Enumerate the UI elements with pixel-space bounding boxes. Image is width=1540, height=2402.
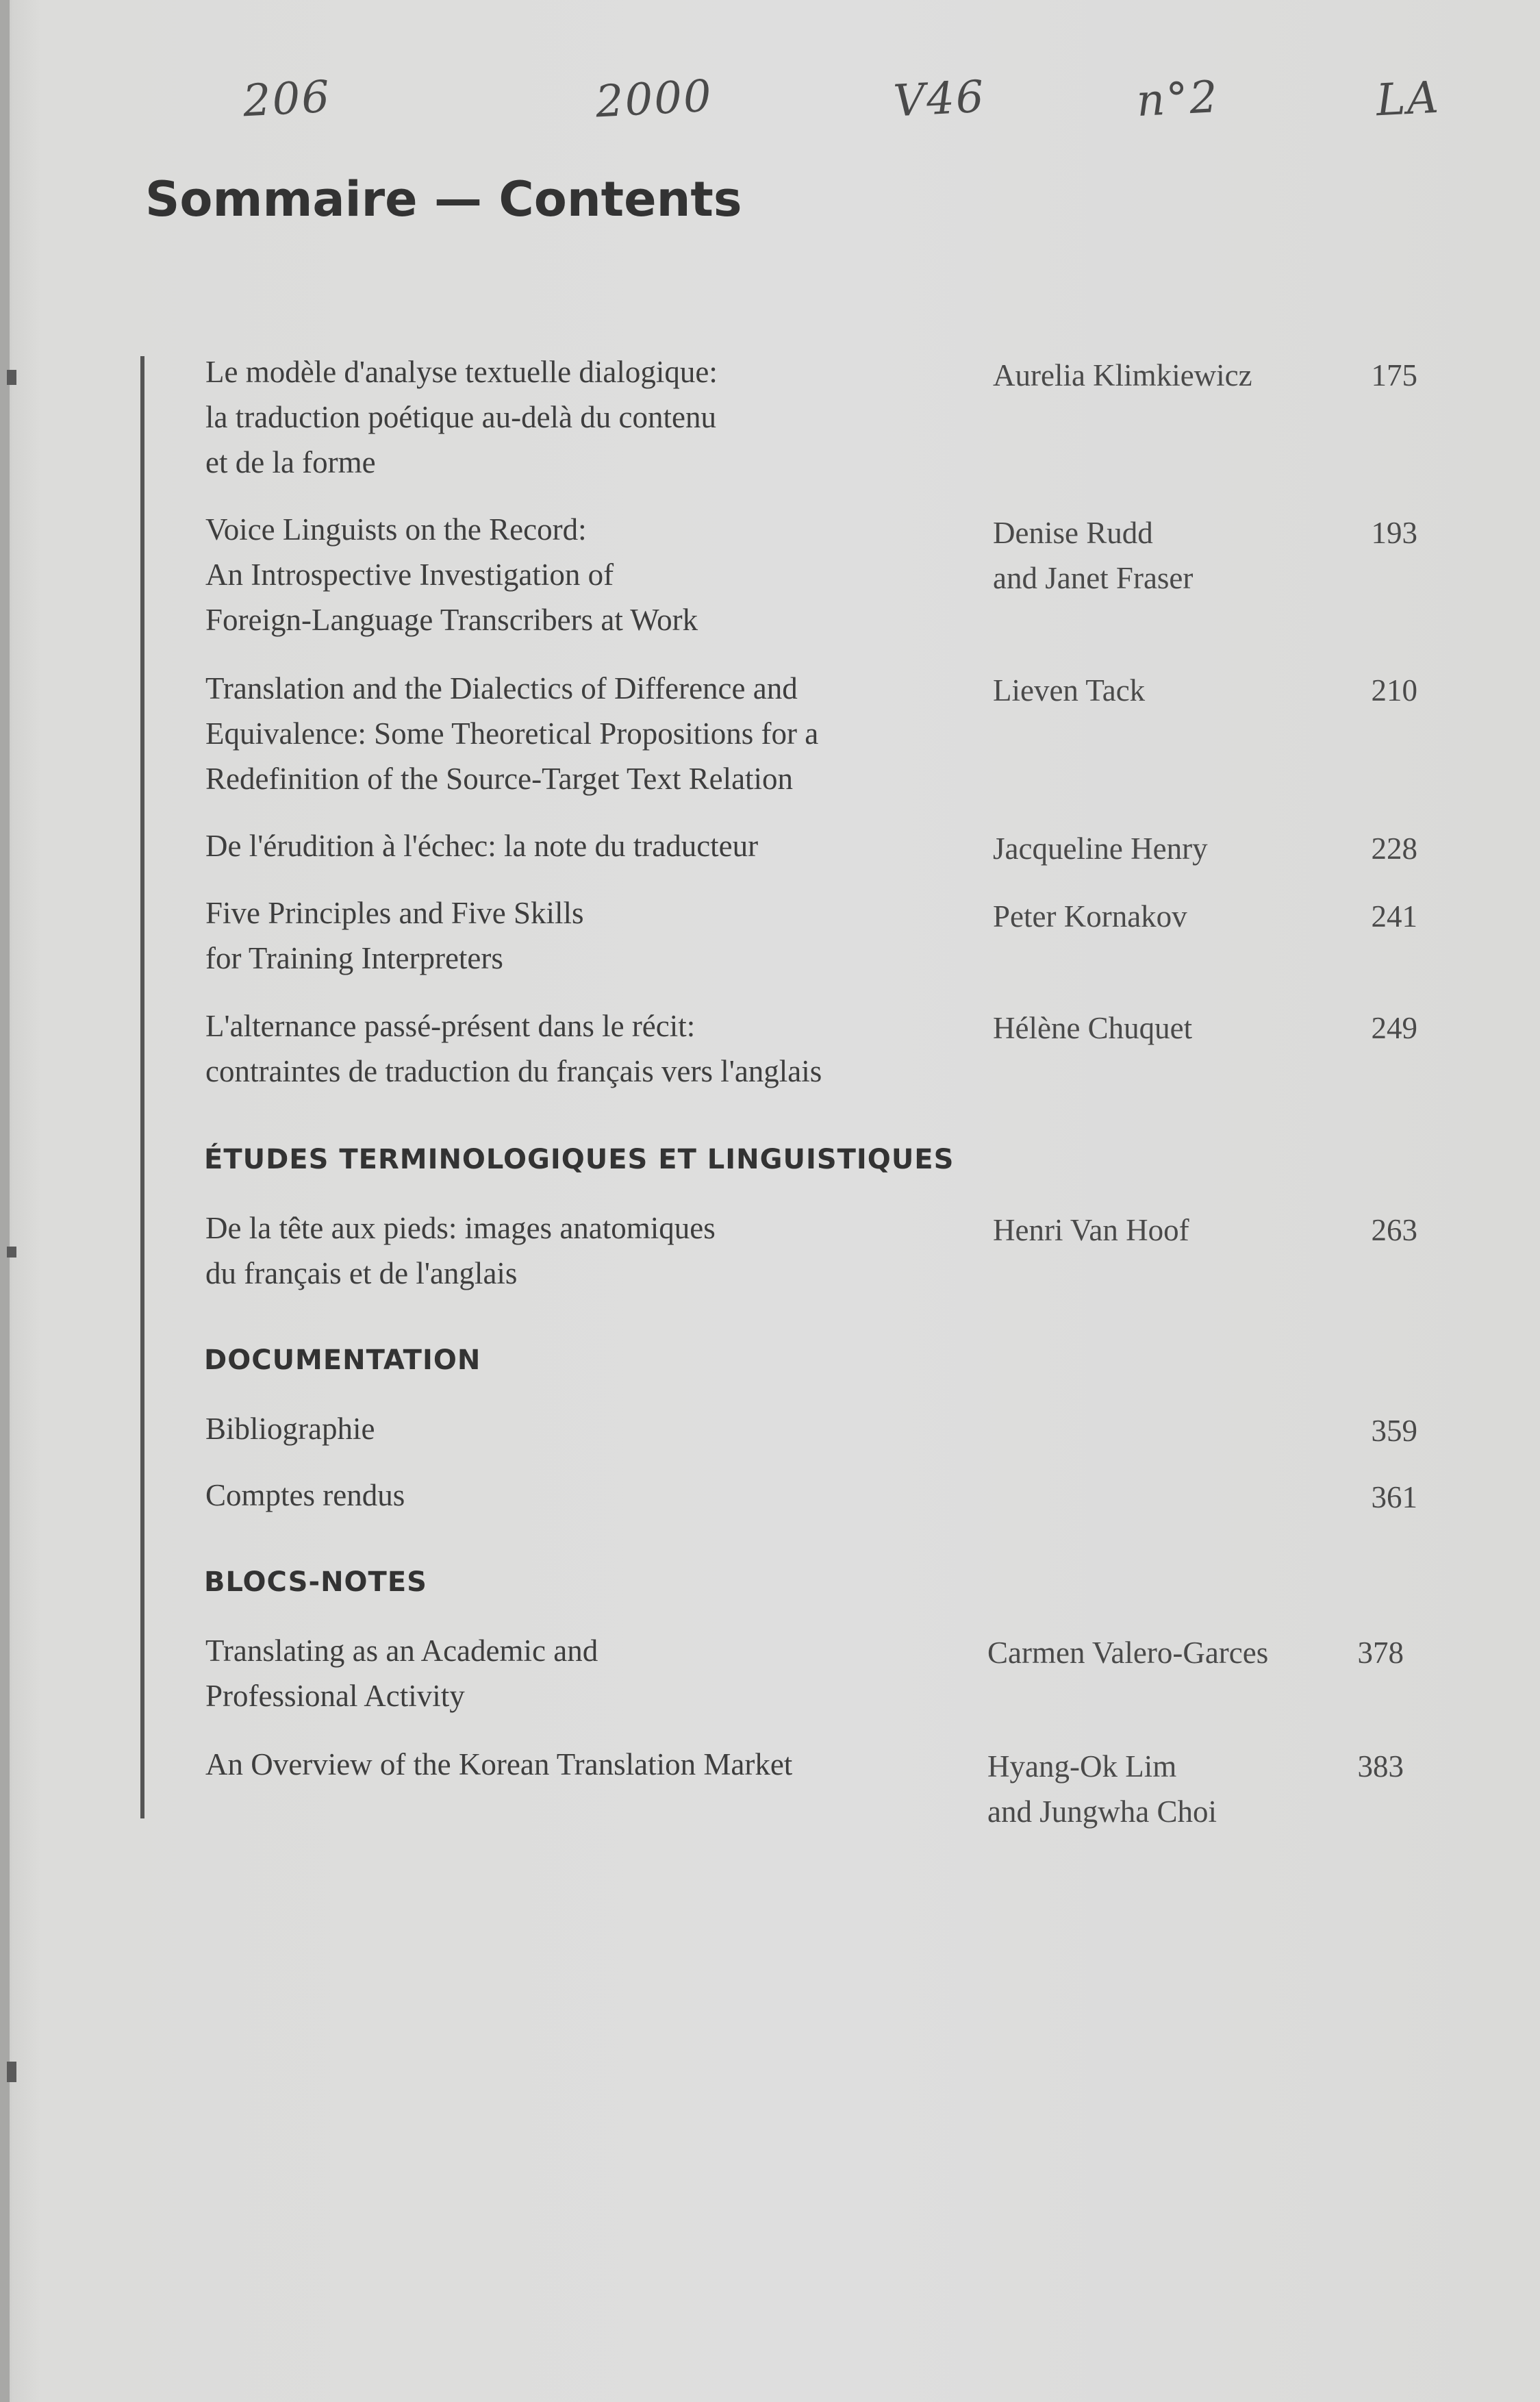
toc-author-line: and Jungwha Choi [987,1794,1217,1829]
toc-entry-author [993,510,1349,601]
toc-entry-page: 361 [1371,1480,1417,1514]
toc-title-line: du français et de l'anglais [205,1256,518,1290]
toc-title-line: Equivalence: Some Theoretical Propositions for a [205,716,819,751]
toc-entry-title[interactable] [205,666,972,801]
toc-author-line: Aurelia Klimkiewicz [993,358,1252,392]
toc-title-line: Redefinition of the Source-Target Text Relation [205,762,794,796]
toc-entry-author [993,826,1349,871]
section-heading-etudes: ÉTUDES TERMINOLOGIQUES ET LINGUISTIQUES [204,1144,955,1175]
toc-entry-title[interactable] [205,1742,972,1787]
toc-title-line: Translation and the Dialectics of Difference and [205,671,798,705]
handwritten-note: 2000 [594,71,714,128]
toc-author-line: Lieven Tack [993,673,1146,708]
toc-author-line: and Janet Fraser [993,561,1194,595]
toc-author-line: Peter Kornakov [993,899,1187,934]
toc-entry-page: 175 [1371,358,1417,392]
toc-entry-page: 378 [1357,1636,1404,1670]
handwritten-note: LA [1374,72,1441,127]
toc-entry-title[interactable] [205,890,972,981]
toc-author-line: Jacqueline Henry [993,831,1208,866]
toc-author-line: Carmen Valero-Garces [987,1636,1269,1670]
toc-entry-page: 359 [1371,1414,1417,1448]
toc-title-line: De l'érudition à l'échec: la note du traducteur [205,829,759,863]
toc-title-line: la traduction poétique au-delà du contenu [205,400,716,434]
toc-entry-author [993,894,1349,939]
toc-entry-author [987,1744,1343,1834]
toc-title-line: Five Principles and Five Skills [205,896,584,930]
toc-title-line: Le modèle d'analyse textuelle dialogique: [205,355,718,389]
toc-entry-title[interactable] [205,1628,972,1718]
toc-title-line: Voice Linguists on the Record: [205,512,587,547]
toc-title-line: Bibliographie [205,1412,375,1446]
toc-entry-author [993,1005,1349,1051]
toc-entry-page: 249 [1371,1011,1417,1045]
toc-entry-title[interactable] [205,1473,972,1518]
toc-title-line: for Training Interpreters [205,941,503,975]
toc-title-line: An Introspective Investigation of [205,558,614,592]
page-title: Sommaire — Contents [145,171,742,227]
toc-title-line: et de la forme [205,445,376,479]
toc-title-line: L'alternance passé-présent dans le récit: [205,1009,696,1043]
handwritten-note: V46 [892,71,987,127]
toc-entry-page: 241 [1371,899,1417,934]
toc-entry-title[interactable] [205,507,972,642]
toc-title-line: Professional Activity [205,1679,465,1713]
toc-title-line: Comptes rendus [205,1478,405,1512]
toc-title-line: contraintes de traduction du français vers l'anglais [205,1054,822,1088]
handwritten-note: 206 [241,71,332,127]
toc-entry-page: 383 [1357,1749,1404,1784]
toc-title-line: An Overview of the Korean Translation Market [205,1747,793,1781]
toc-title-line: Translating as an Academic and [205,1634,598,1668]
toc-title-line: De la tête aux pieds: images anatomiques [205,1211,716,1245]
toc-author-line: Denise Rudd [993,516,1153,550]
toc-entry-title[interactable] [205,1406,972,1451]
toc-entry-page: 193 [1371,516,1417,550]
toc-author-line: Hyang-Ok Lim [987,1749,1177,1784]
toc-entry-author [987,1630,1343,1675]
handwritten-note: n°2 [1135,71,1220,127]
toc-entry-author [993,1208,1349,1253]
toc-entry-page: 210 [1371,673,1417,708]
toc-entry-author [993,353,1349,398]
toc-entry-title[interactable] [205,823,972,868]
toc-author-line: Henri Van Hoof [993,1213,1189,1247]
section-heading-documentation: DOCUMENTATION [204,1344,481,1376]
section-heading-blocs-notes: BLOCS-NOTES [204,1566,427,1598]
toc-entry-title[interactable] [205,349,972,485]
toc-entry-page: 263 [1371,1213,1417,1247]
toc-author-line: Hélène Chuquet [993,1011,1193,1045]
toc-title-line: Foreign-Language Transcribers at Work [205,603,698,637]
toc-entry-title[interactable] [205,1003,972,1094]
toc-entry-page: 228 [1371,831,1417,866]
toc-entry-title[interactable] [205,1205,972,1296]
toc-entry-author [993,668,1349,713]
